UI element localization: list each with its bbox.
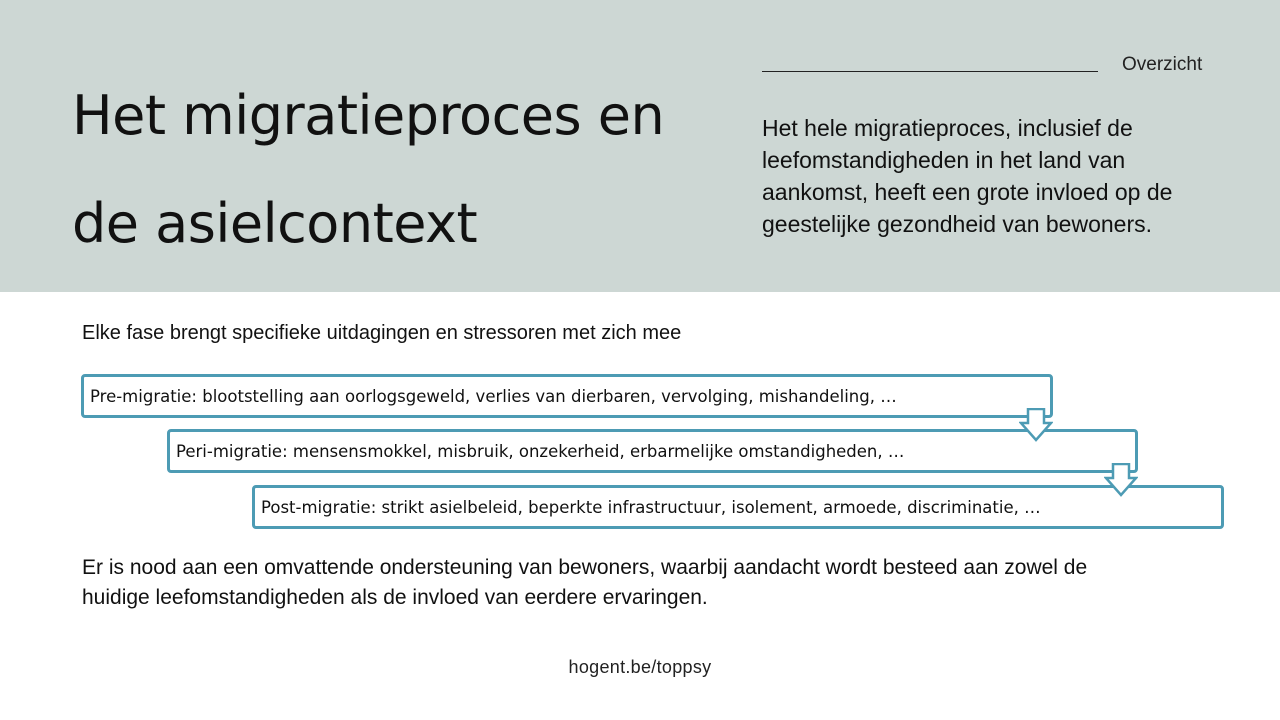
intro-text: Elke fase brengt specifieke uitdagingen en stressoren met zich mee [82,322,682,344]
phase-text: Peri-migratie: mensensmokkel, misbruik, onzekerheid, erbarmelijke omstandigheden, … [176,441,905,461]
conclusion-text: Er is nood aan een omvattende ondersteuning van bewoners, waarbij aandacht wordt besteed aan zowel de huidige leefomstandigheden als de invloed van eerdere ervaringen. [82,556,1088,609]
overview-text: Het hele migratieproces, inclusief de leefomstandigheden in het land van aankomst, heeft een grote invloed op de geestelijke gezondheid van bewoners. [762,115,1173,237]
down-arrow-icon [1019,408,1053,442]
footer-link[interactable]: hogent.be/toppsy [568,657,712,677]
phase-box-pre-migratie [81,374,1053,418]
title-line-2: de asielcontext [72,192,478,255]
slide-title [72,62,712,278]
phase-text: Post-migratie: strikt asielbeleid, beperkte infrastructuur, isolement, armoede, discriminatie, … [261,497,1041,517]
phase-box-peri-migratie [167,429,1138,473]
section-label: Overzicht [1122,54,1203,75]
section-divider [762,71,1098,72]
title-line-1: Het migratieproces en [72,84,665,147]
phase-box-post-migratie [252,485,1224,529]
down-arrow-icon [1104,463,1138,497]
phase-text: Pre-migratie: blootstelling aan oorlogsgeweld, verlies van dierbaren, vervolging, mishandeling, … [90,386,897,406]
